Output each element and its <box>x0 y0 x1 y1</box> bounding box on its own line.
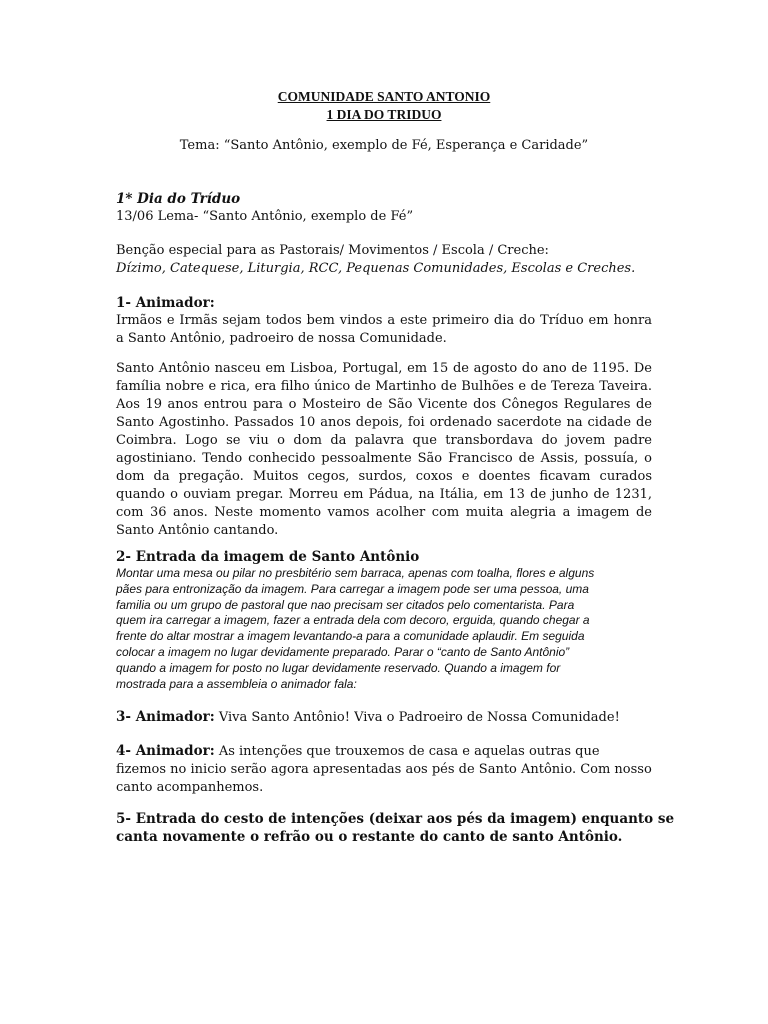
section-3-text: Viva Santo Antônio! Viva o Padroeiro de Nossa Comunidade! <box>214 710 620 725</box>
triduo-day-title: 1 DIA DO TRIDUO <box>326 107 442 122</box>
section-2 <box>116 548 652 692</box>
blessing-intro: Benção especial para as Pastorais/ Movimentos / Escola / Creche: <box>116 243 549 258</box>
section-4 <box>116 742 652 797</box>
theme-line: Tema: “Santo Antônio, exemplo de Fé, Esperança e Caridade” <box>179 138 589 153</box>
section-2-title: 2- Entrada da imagem de Santo Antônio <box>116 549 420 565</box>
day-block <box>116 190 652 226</box>
section-1-welcome: Irmãos e Irmãs sejam todos bem vindos a este primeiro dia do Tríduo em honra a Santo Antônio, padroeiro de nossa Comunidade. <box>116 313 652 346</box>
instruction-line: quando a imagem for posto no lugar devidamente reservado. Quando a imagem for <box>116 660 561 675</box>
instruction-line: colocar a imagem no lugar devidamente preparado. Parar o “canto de Santo Antônio” <box>116 644 570 659</box>
instruction-line: familia ou um grupo de pastoral que nao precisam ser citados pelo comentarista. Para <box>116 597 575 612</box>
biography-paragraph: Santo Antônio nasceu em Lisboa, Portugal, em 15 de agosto do ano de 1195. De família nobre e rica, era filho único de Martinho de Bulhões e de Tereza Taveira. Aos 19 anos entrou para o Mosteiro de São Vicente dos Cônegos Regulares de Santo Agostinho. Passados 10 anos depois, foi ordenado sacerdote na cidade de Coimbra. Logo se viu o dom da palavra que transbordava do jovem padre agostiniano. Tendo conhecido pessoalmente São Francisco de Assis, possuía, o dom da pregação. Muitos cegos, surdos, coxos e doentes ficavam curados quando o ouviam pregar. Morreu em Pádua, na Itália, em 13 de junho de 1231, com 36 anos. Neste momento vamos acolher com muita alegria a imagem de Santo Antônio cantando. <box>116 361 652 538</box>
section-5-line: 5- Entrada do cesto de intenções (deixar aos pés da imagem) enquanto se <box>116 811 675 827</box>
section-3 <box>116 708 652 727</box>
section-5 <box>116 810 675 846</box>
instruction-line: pães para entronização da imagem. Para carregar a imagem pode ser uma pessoa, uma <box>116 581 589 596</box>
blessing-groups: Dízimo, Catequese, Liturgia, RCC, Pequenas Comunidades, Escolas e Creches. <box>116 261 636 276</box>
instruction-line: Montar uma mesa ou pilar no presbitério sem barraca, apenas com toalha, flores e alguns <box>116 566 595 580</box>
section-3-label: 3- Animador: <box>116 709 215 725</box>
section-2-instructions <box>116 566 652 692</box>
blessing-block <box>116 242 652 278</box>
section-5-line: canta novamente o refrão ou o restante do canto de santo Antônio. <box>116 829 623 845</box>
community-title: COMUNIDADE SANTO ANTONIO <box>277 89 491 104</box>
day-lema: 13/06 Lema- “Santo Antônio, exemplo de Fé” <box>116 209 414 224</box>
document-header <box>0 88 768 124</box>
instruction-line: quem ira carregar a imagem, fazer a entrada dela com decoro, erguida, quando chegar a <box>116 613 590 628</box>
instruction-line: frente do altar mostrar a imagem levantando-a para a comunidade aplaudir. Em seguida <box>116 629 585 644</box>
section-1 <box>116 294 652 348</box>
section-4-label: 4- Animador: <box>116 743 215 759</box>
section-4-text: As intenções que trouxemos de casa e aquelas outras que fizemos no inicio serão agora apresentadas aos pés de Santo Antônio. Com nosso canto acompanhemos. <box>116 744 652 795</box>
day-title: 1* Dia do Tríduo <box>116 191 241 207</box>
section-1-title: 1- Animador: <box>116 295 215 311</box>
instruction-line: mostrada para a assembleia o animador fala: <box>116 676 357 691</box>
